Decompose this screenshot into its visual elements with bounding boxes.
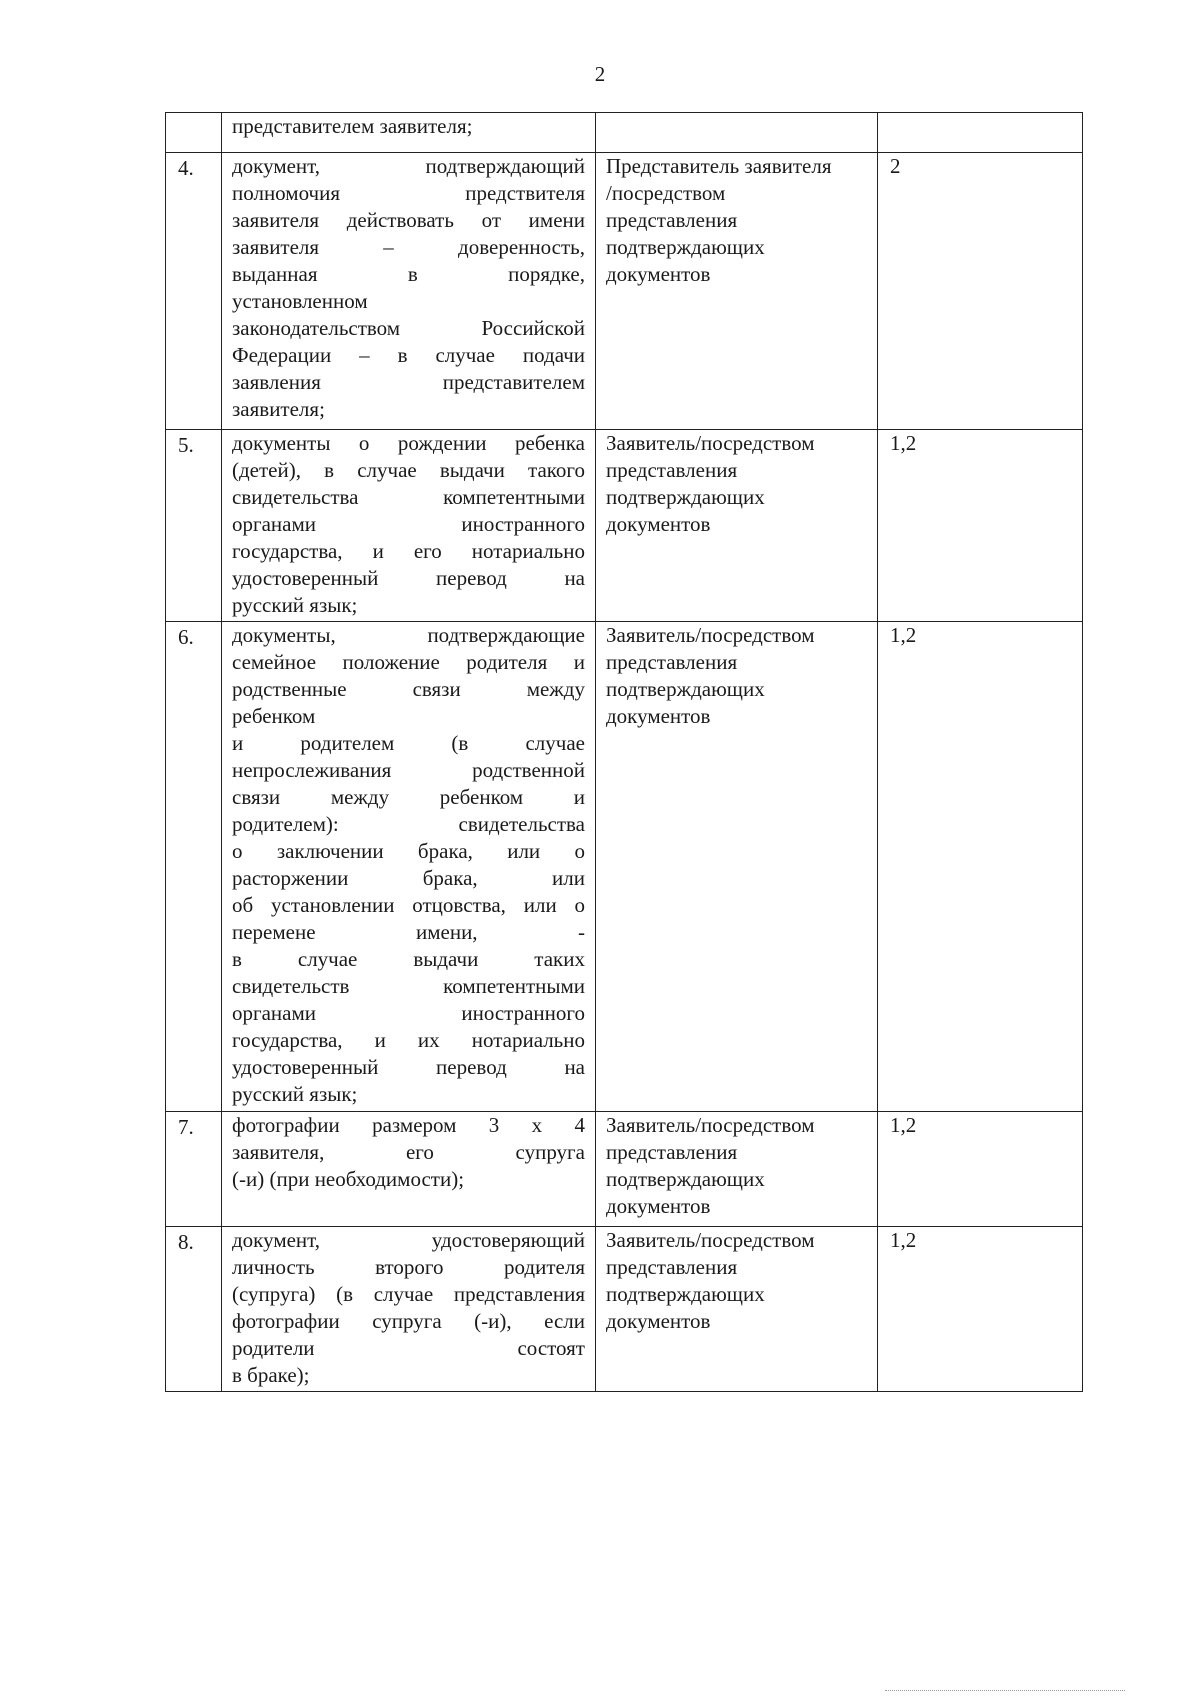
submitter-cell bbox=[596, 113, 878, 153]
documents-table-body bbox=[166, 113, 1083, 1392]
submitter-line: подтверждающих bbox=[606, 1282, 765, 1306]
description-line: фотографии супруга (-и), если bbox=[232, 1309, 585, 1333]
description-line: личность второго родителя bbox=[232, 1255, 585, 1279]
description-line: законодательством Российской bbox=[232, 316, 585, 340]
description-line: (супруга) (в случае представления bbox=[232, 1282, 585, 1306]
submitter-cell bbox=[596, 1112, 878, 1227]
submitter-line: Заявитель/посредством bbox=[606, 623, 815, 647]
submitter-line: документов bbox=[606, 704, 711, 728]
description-line: непрослеживания родственной bbox=[232, 758, 585, 782]
submitter-line: представления bbox=[606, 650, 738, 674]
submitter-line: /посредством bbox=[606, 181, 726, 205]
submitter-line: представления bbox=[606, 208, 738, 232]
document-description-cell bbox=[222, 622, 596, 1112]
description-line: органами иностранного bbox=[232, 512, 585, 536]
submitter-cell bbox=[596, 430, 878, 622]
method-code-cell: 1,2 bbox=[878, 1112, 1083, 1227]
description-line: заявления представителем bbox=[232, 370, 585, 394]
submitter-line: представления bbox=[606, 1255, 738, 1279]
method-code-cell: 1,2 bbox=[878, 1227, 1083, 1392]
scan-artifact-line bbox=[885, 1690, 1125, 1691]
submitter-cell bbox=[596, 622, 878, 1112]
table-row bbox=[166, 622, 1083, 1112]
description-line: полномочия предствителя bbox=[232, 181, 585, 205]
table-row bbox=[166, 1227, 1083, 1392]
document-description-cell bbox=[222, 430, 596, 622]
row-number-cell: 6. bbox=[166, 622, 222, 1112]
description-line: фотографии размером 3 х 4 bbox=[232, 1113, 585, 1137]
submitter-line: документов bbox=[606, 262, 711, 286]
submitter-line: документов bbox=[606, 1309, 711, 1333]
description-line: родители состоят bbox=[232, 1336, 585, 1360]
description-line: и родителем (в случае bbox=[232, 731, 585, 755]
submitter-cell bbox=[596, 153, 878, 430]
submitter-line: документов bbox=[606, 1194, 711, 1218]
description-line: органами иностранного bbox=[232, 1001, 585, 1025]
row-number-cell: 4. bbox=[166, 153, 222, 430]
table-row bbox=[166, 1112, 1083, 1227]
submitter-line: документов bbox=[606, 512, 711, 536]
description-line: об установлении отцовства, или о bbox=[232, 893, 585, 917]
description-line: установленном bbox=[232, 289, 368, 313]
description-line: расторжении брака, или bbox=[232, 866, 585, 890]
page-number: 2 bbox=[594, 62, 606, 86]
description-line: заявителя; bbox=[232, 397, 325, 421]
method-code-cell: 1,2 bbox=[878, 622, 1083, 1112]
description-line: русский язык; bbox=[232, 593, 358, 617]
row-number-cell: 7. bbox=[166, 1112, 222, 1227]
submitter-line: подтверждающих bbox=[606, 235, 765, 259]
description-line: государства, и их нотариально bbox=[232, 1028, 585, 1052]
description-line: представителем заявителя; bbox=[232, 114, 473, 138]
description-line: документы о рождении ребенка bbox=[232, 431, 585, 455]
description-line: документ, подтверждающий bbox=[232, 154, 585, 178]
table-row bbox=[166, 430, 1083, 622]
row-number-cell: 5. bbox=[166, 430, 222, 622]
description-line: родителем): свидетельства bbox=[232, 812, 585, 836]
description-line: удостоверенный перевод на bbox=[232, 1055, 585, 1079]
description-line: родственные связи между bbox=[232, 677, 585, 701]
table-row bbox=[166, 153, 1083, 430]
documents-table bbox=[165, 112, 1083, 1392]
table-row bbox=[166, 113, 1083, 153]
description-line: в случае выдачи таких bbox=[232, 947, 585, 971]
description-line: удостоверенный перевод на bbox=[232, 566, 585, 590]
description-line: (детей), в случае выдачи такого bbox=[232, 458, 585, 482]
description-line: заявителя действовать от имени bbox=[232, 208, 585, 232]
document-description-cell bbox=[222, 1227, 596, 1392]
method-code-cell: 2 bbox=[878, 153, 1083, 430]
row-number-cell bbox=[166, 113, 222, 153]
description-line: (-и) (при необходимости); bbox=[232, 1167, 465, 1191]
submitter-line: представления bbox=[606, 1140, 738, 1164]
description-line: свидетельства компетентными bbox=[232, 485, 585, 509]
description-line: документы, подтверждающие bbox=[232, 623, 585, 647]
row-number-cell: 8. bbox=[166, 1227, 222, 1392]
description-line: русский язык; bbox=[232, 1082, 358, 1106]
document-description-cell bbox=[222, 1112, 596, 1227]
description-line: государства, и его нотариально bbox=[232, 539, 585, 563]
description-line: свидетельств компетентными bbox=[232, 974, 585, 998]
submitter-line: подтверждающих bbox=[606, 1167, 765, 1191]
submitter-line: представления bbox=[606, 458, 738, 482]
submitter-cell bbox=[596, 1227, 878, 1392]
method-code-cell: 1,2 bbox=[878, 430, 1083, 622]
description-line: перемене имени, - bbox=[232, 920, 585, 944]
document-description-cell bbox=[222, 153, 596, 430]
submitter-line: подтверждающих bbox=[606, 677, 765, 701]
submitter-line: Заявитель/посредством bbox=[606, 1113, 815, 1137]
submitter-line: подтверждающих bbox=[606, 485, 765, 509]
description-line: связи между ребенком и bbox=[232, 785, 585, 809]
description-line: выданная в порядке, bbox=[232, 262, 585, 286]
description-line: заявителя, его супруга bbox=[232, 1140, 585, 1164]
document-description-cell bbox=[222, 113, 596, 153]
description-line: заявителя – доверенность, bbox=[232, 235, 585, 259]
submitter-line: Представитель заявителя bbox=[606, 154, 832, 178]
description-line: семейное положение родителя и bbox=[232, 650, 585, 674]
description-line: ребенком bbox=[232, 704, 316, 728]
method-code-cell bbox=[878, 113, 1083, 153]
description-line: Федерации – в случае подачи bbox=[232, 343, 585, 367]
description-line: в браке); bbox=[232, 1363, 310, 1387]
description-line: о заключении брака, или о bbox=[232, 839, 585, 863]
submitter-line: Заявитель/посредством bbox=[606, 1228, 815, 1252]
description-line: документ, удостоверяющий bbox=[232, 1228, 585, 1252]
submitter-line: Заявитель/посредством bbox=[606, 431, 815, 455]
